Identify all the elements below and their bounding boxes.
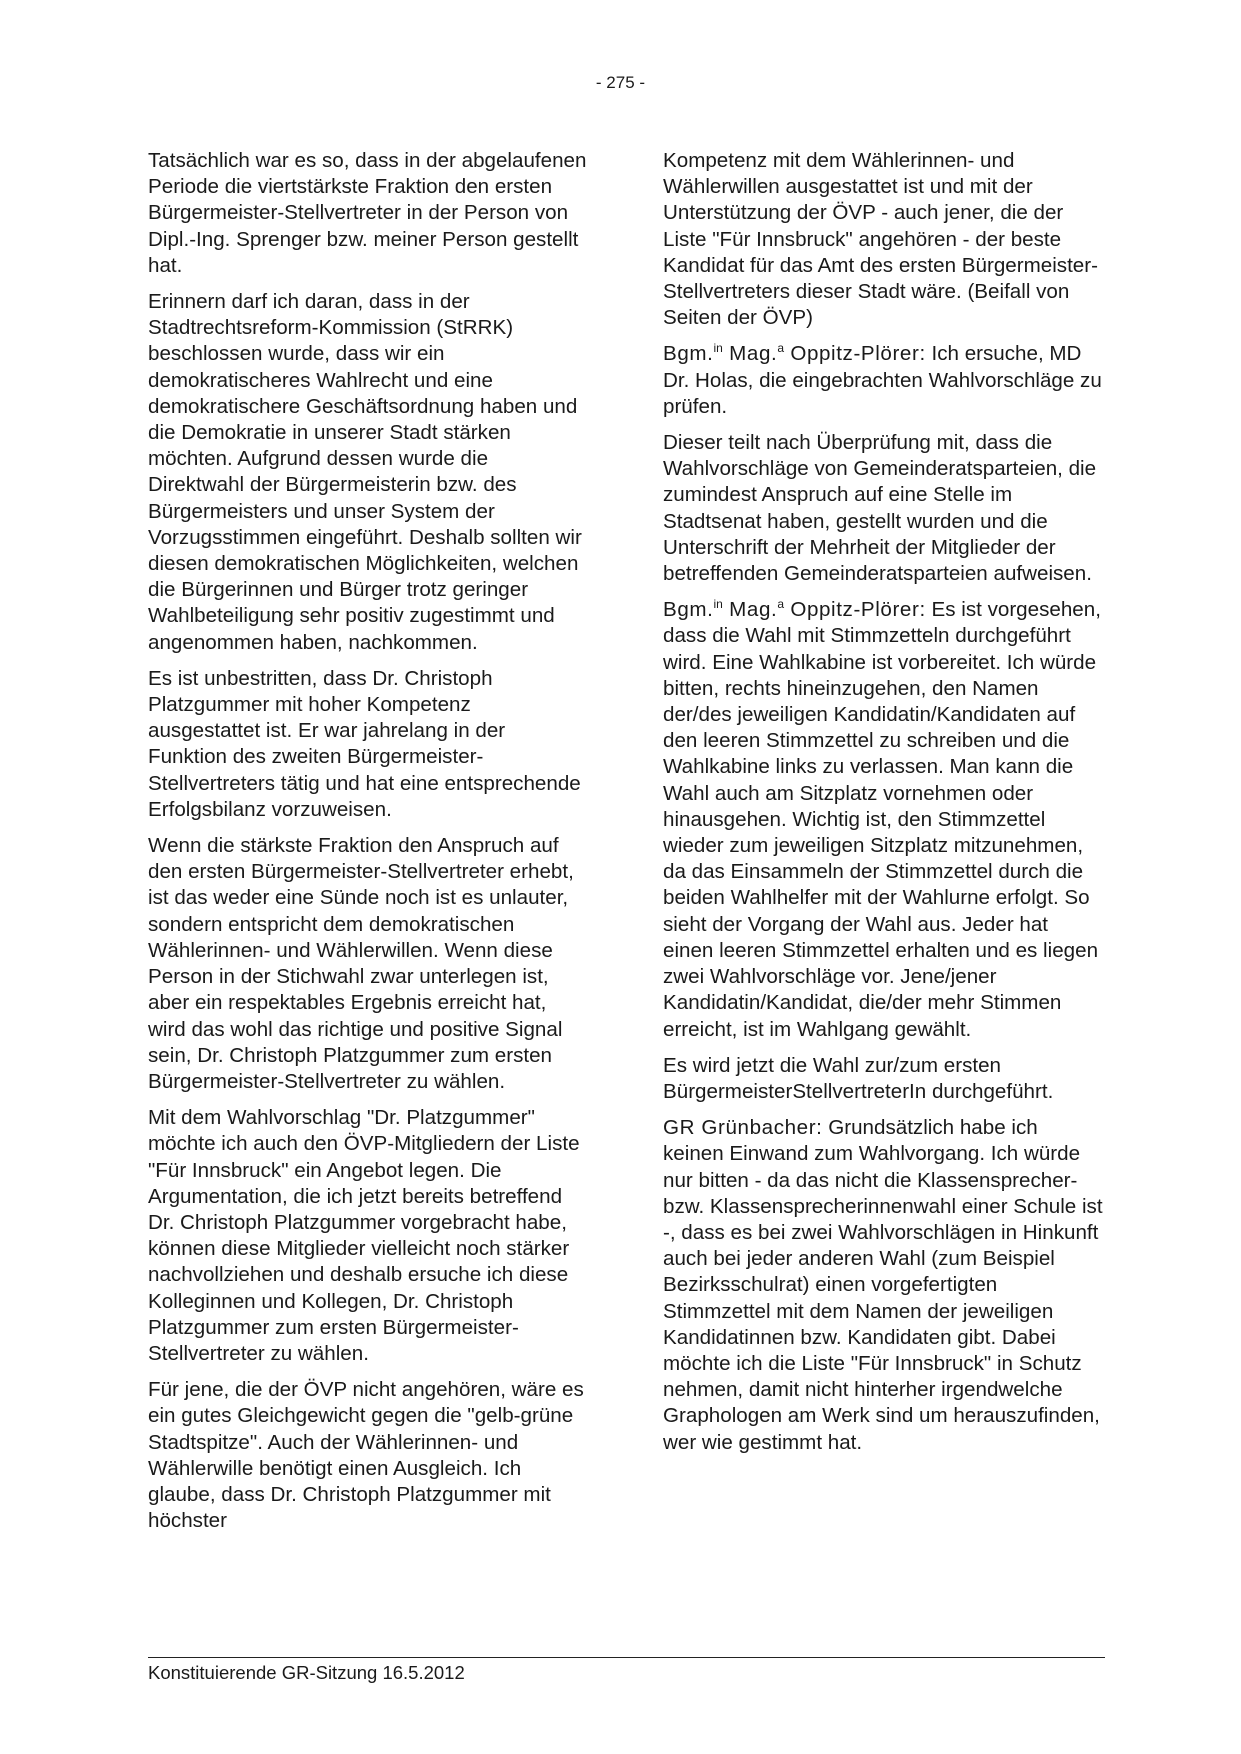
paragraph: Kompetenz mit dem Wählerinnen- und Wählerwillen ausgestattet ist und mit der Unterstützung der ÖVP - auch jener, die der Liste "Für Innsbruck" angehören - der beste Kandidat für das Amt des ersten Bürgermeister-Stellvertreters dieser Stadt wäre. (Beifall von Seiten der ÖVP) xyxy=(663,149,1098,330)
speaker-prefix: Bgm. xyxy=(663,598,714,622)
speaker-name: Oppitz-Plörer: xyxy=(784,598,926,622)
right-column xyxy=(663,148,1103,1466)
paragraph: Wenn die stärkste Fraktion den Anspruch auf den ersten Bürgermeister-Stellvertreter erhebt, ist das weder eine Sünde noch ist es unlauter, sondern entspricht dem demokratischen Wählerinnen- und Wählerwillen. Wenn diese Person in der Stichwahl zwar unterlegen ist, aber ein respektables Ergebnis erreicht hat, wird das wohl das richtige und positive Signal sein, Dr. Christoph Platzgummer zum ersten Bürgermeister-Stellvertreter zu wählen. xyxy=(148,834,574,1093)
footer-text: Konstituierende GR-Sitzung 16.5.2012 xyxy=(148,1662,465,1683)
paragraph: Erinnern darf ich daran, dass in der Stadtrechtsreform-Kommission (StRRK) beschlossen wurde, dass wir ein demokratischeres Wahlrecht und eine demokratischere Geschäftsordnung haben und die Demokratie in unserer Stadt stärken möchten. Aufgrund dessen wurde die Direktwahl der Bürgermeisterin bzw. des Bürgermeisters und unser System der Vorzugsstimmen eingeführt. Deshalb sollten wir diesen demokratischen Möglichkeiten, welchen die Bürgerinnen und Bürger trotz geringer Wahlbeteiligung sehr positiv zugestimmt und angenommen haben, nachkommen. xyxy=(148,290,582,654)
speaker-label: GR Grünbacher: xyxy=(663,1116,823,1140)
speaker-label xyxy=(663,598,926,621)
paragraph: Es wird jetzt die Wahl zur/zum ersten BürgermeisterStellvertreterIn durchgeführt. xyxy=(663,1053,1054,1103)
speech-paragraph xyxy=(663,597,1103,1042)
speaker-prefix-sup: in xyxy=(713,597,723,612)
paragraph: Für jene, die der ÖVP nicht angehören, wäre es ein gutes Gleichgewicht gegen die "gelb-grüne Stadtspitze". Auch der Wählerinnen- und Wählerwille benötigt einen Ausgleich. Ich glaube, dass Dr. Christoph Platzgummer mit höchster xyxy=(148,1378,584,1533)
speech-text: Grundsätzlich habe ich keinen Einwand zum Wahlvorgang. Ich würde nur bitten - da das nicht die Klassensprecher- bzw. Klassensprecherinnenwahl einer Schule ist -, dass es bei zwei Wahlvorschlägen in Hinkunft auch bei jeder anderen Wahl (zum Beispiel Bezirksschulrat) einen vorgefertigten Stimmzettel mit dem Namen der jeweiligen Kandidatinnen bzw. Kandidaten gibt. Dabei möchte ich die Liste "Für Innsbruck" in Schutz nehmen, damit nicht hinterher irgendwelche Graphologen am Werk sind um herauszufinden, wer wie gestimmt hat. xyxy=(663,1116,1103,1454)
speech-text: Ich ersuche, MD Dr. Holas, die eingebrachten Wahlvorschläge zu prüfen. xyxy=(663,342,1102,418)
speaker-label xyxy=(663,342,926,365)
footer-divider xyxy=(148,1657,1105,1658)
paragraph: Es ist unbestritten, dass Dr. Christoph Platzgummer mit hoher Kompetenz ausgestattet ist. Er war jahrelang in der Funktion des zweiten Bürgermeister-Stellvertreters tätig und hat eine entsprechende Erfolgsbilanz vorzuweisen. xyxy=(148,666,581,821)
paragraph: Dieser teilt nach Überprüfung mit, dass die Wahlvorschläge von Gemeinderatsparteien, die zumindest Anspruch auf eine Stelle im Stadtsenat haben, gestellt wurden und die Unterschrift der Mehrheit der Mitglieder der betreffenden Gemeinderatsparteien aufweisen. xyxy=(663,431,1097,586)
speaker-title-sup: a xyxy=(777,341,785,356)
speaker-prefix-sup: in xyxy=(713,341,723,356)
speech-paragraph xyxy=(663,341,1103,420)
speaker-title-sup: a xyxy=(777,597,785,612)
speaker-title: Mag. xyxy=(722,598,778,622)
speaker-prefix: Bgm. xyxy=(663,342,714,366)
left-column xyxy=(148,148,588,1544)
speaker-title: Mag. xyxy=(722,342,778,366)
page-number: - 275 - xyxy=(595,73,646,92)
paragraph: Mit dem Wahlvorschlag "Dr. Platzgummer" möchte ich auch den ÖVP-Mitgliedern der Liste "Für Innsbruck" ein Angebot legen. Die Argumentation, die ich jetzt bereits betreffend Dr. Christoph Platzgummer vorgebracht habe, können diese Mitglieder vielleicht noch stärker nachvollziehen und deshalb ersuche ich diese Kolleginnen und Kollegen, Dr. Christoph Platzgummer zum ersten Bürgermeister-Stellvertreter zu wählen. xyxy=(148,1106,580,1365)
speech-paragraph xyxy=(663,1115,1103,1456)
speaker-name: Oppitz-Plörer: xyxy=(784,342,926,366)
speech-text: Es ist vorgesehen, dass die Wahl mit Stimmzetteln durchgeführt wird. Eine Wahlkabine ist vorbereitet. Ich würde bitten, rechts hineinzugehen, den Namen der/des jeweiligen Kandidatin/Kandidaten auf den leeren Stimmzettel zu schreiben und die Wahlkabine links zu verlassen. Man kann die Wahl auch am Sitzplatz vornehmen oder hinausgehen. Wichtig ist, den Stimmzettel wieder zum jeweiligen Sitzplatz mitzunehmen, da das Einsammeln der Stimmzettel durch die beiden Wahlhelfer mit der Wahlurne erfolgt. So sieht der Vorgang der Wahl aus. Jeder hat einen leeren Stimmzettel erhalten und es liegen zwei Wahlvorschläge vor. Jene/jener Kandidatin/Kandidat, die/der mehr Stimmen erreicht, ist im Wahlgang gewählt. xyxy=(663,598,1101,1041)
paragraph: Tatsächlich war es so, dass in der abgelaufenen Periode die viertstärkste Fraktion den ersten Bürgermeister-Stellvertreter in der Person von Dipl.-Ing. Sprenger bzw. meiner Person gestellt hat. xyxy=(148,149,587,277)
